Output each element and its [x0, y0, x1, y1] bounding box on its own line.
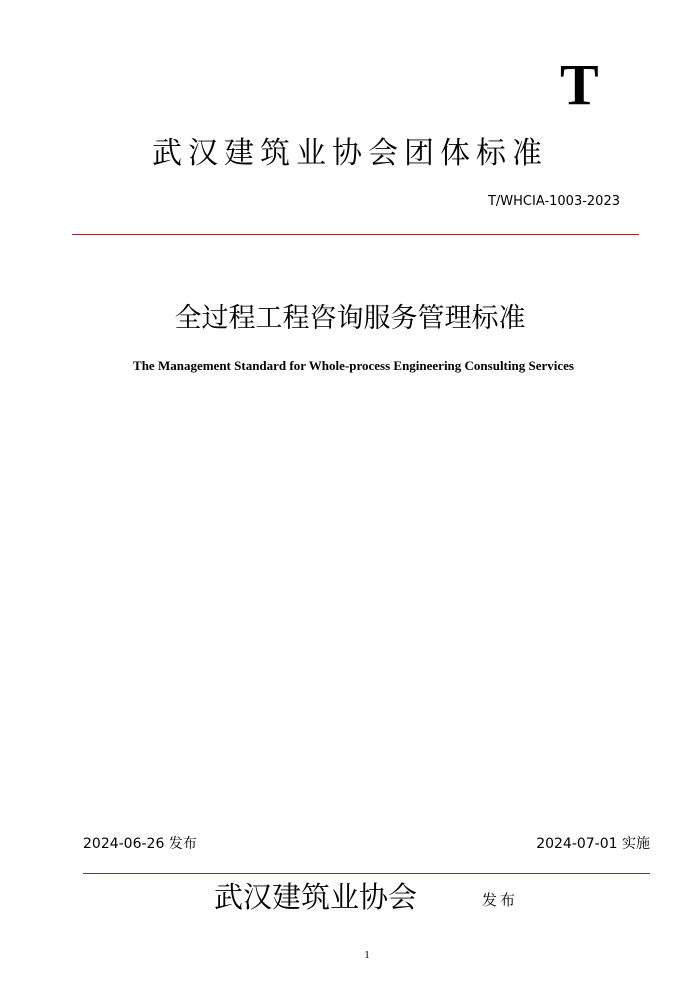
- document-title-zh: 全过程工程咨询服务管理标准: [174, 303, 526, 334]
- release-date: 2024-06-26 发布: [83, 836, 197, 852]
- standard-category-letter: T: [560, 52, 599, 117]
- implementation-date: 2024-07-01 实施: [536, 836, 650, 852]
- header-divider: [72, 234, 639, 235]
- page-number: 1: [364, 949, 370, 961]
- organization-standard-title: 武汉建筑业协会团体标准: [152, 136, 548, 171]
- footer-divider: [83, 873, 650, 874]
- publisher-name: 武汉建筑业协会: [214, 880, 418, 914]
- publish-label: 发布: [482, 891, 519, 909]
- document-title-en: The Management Standard for Whole-process Engineering Consulting Services: [133, 358, 574, 373]
- standard-number: T/WHCIA-1003-2023: [487, 194, 620, 209]
